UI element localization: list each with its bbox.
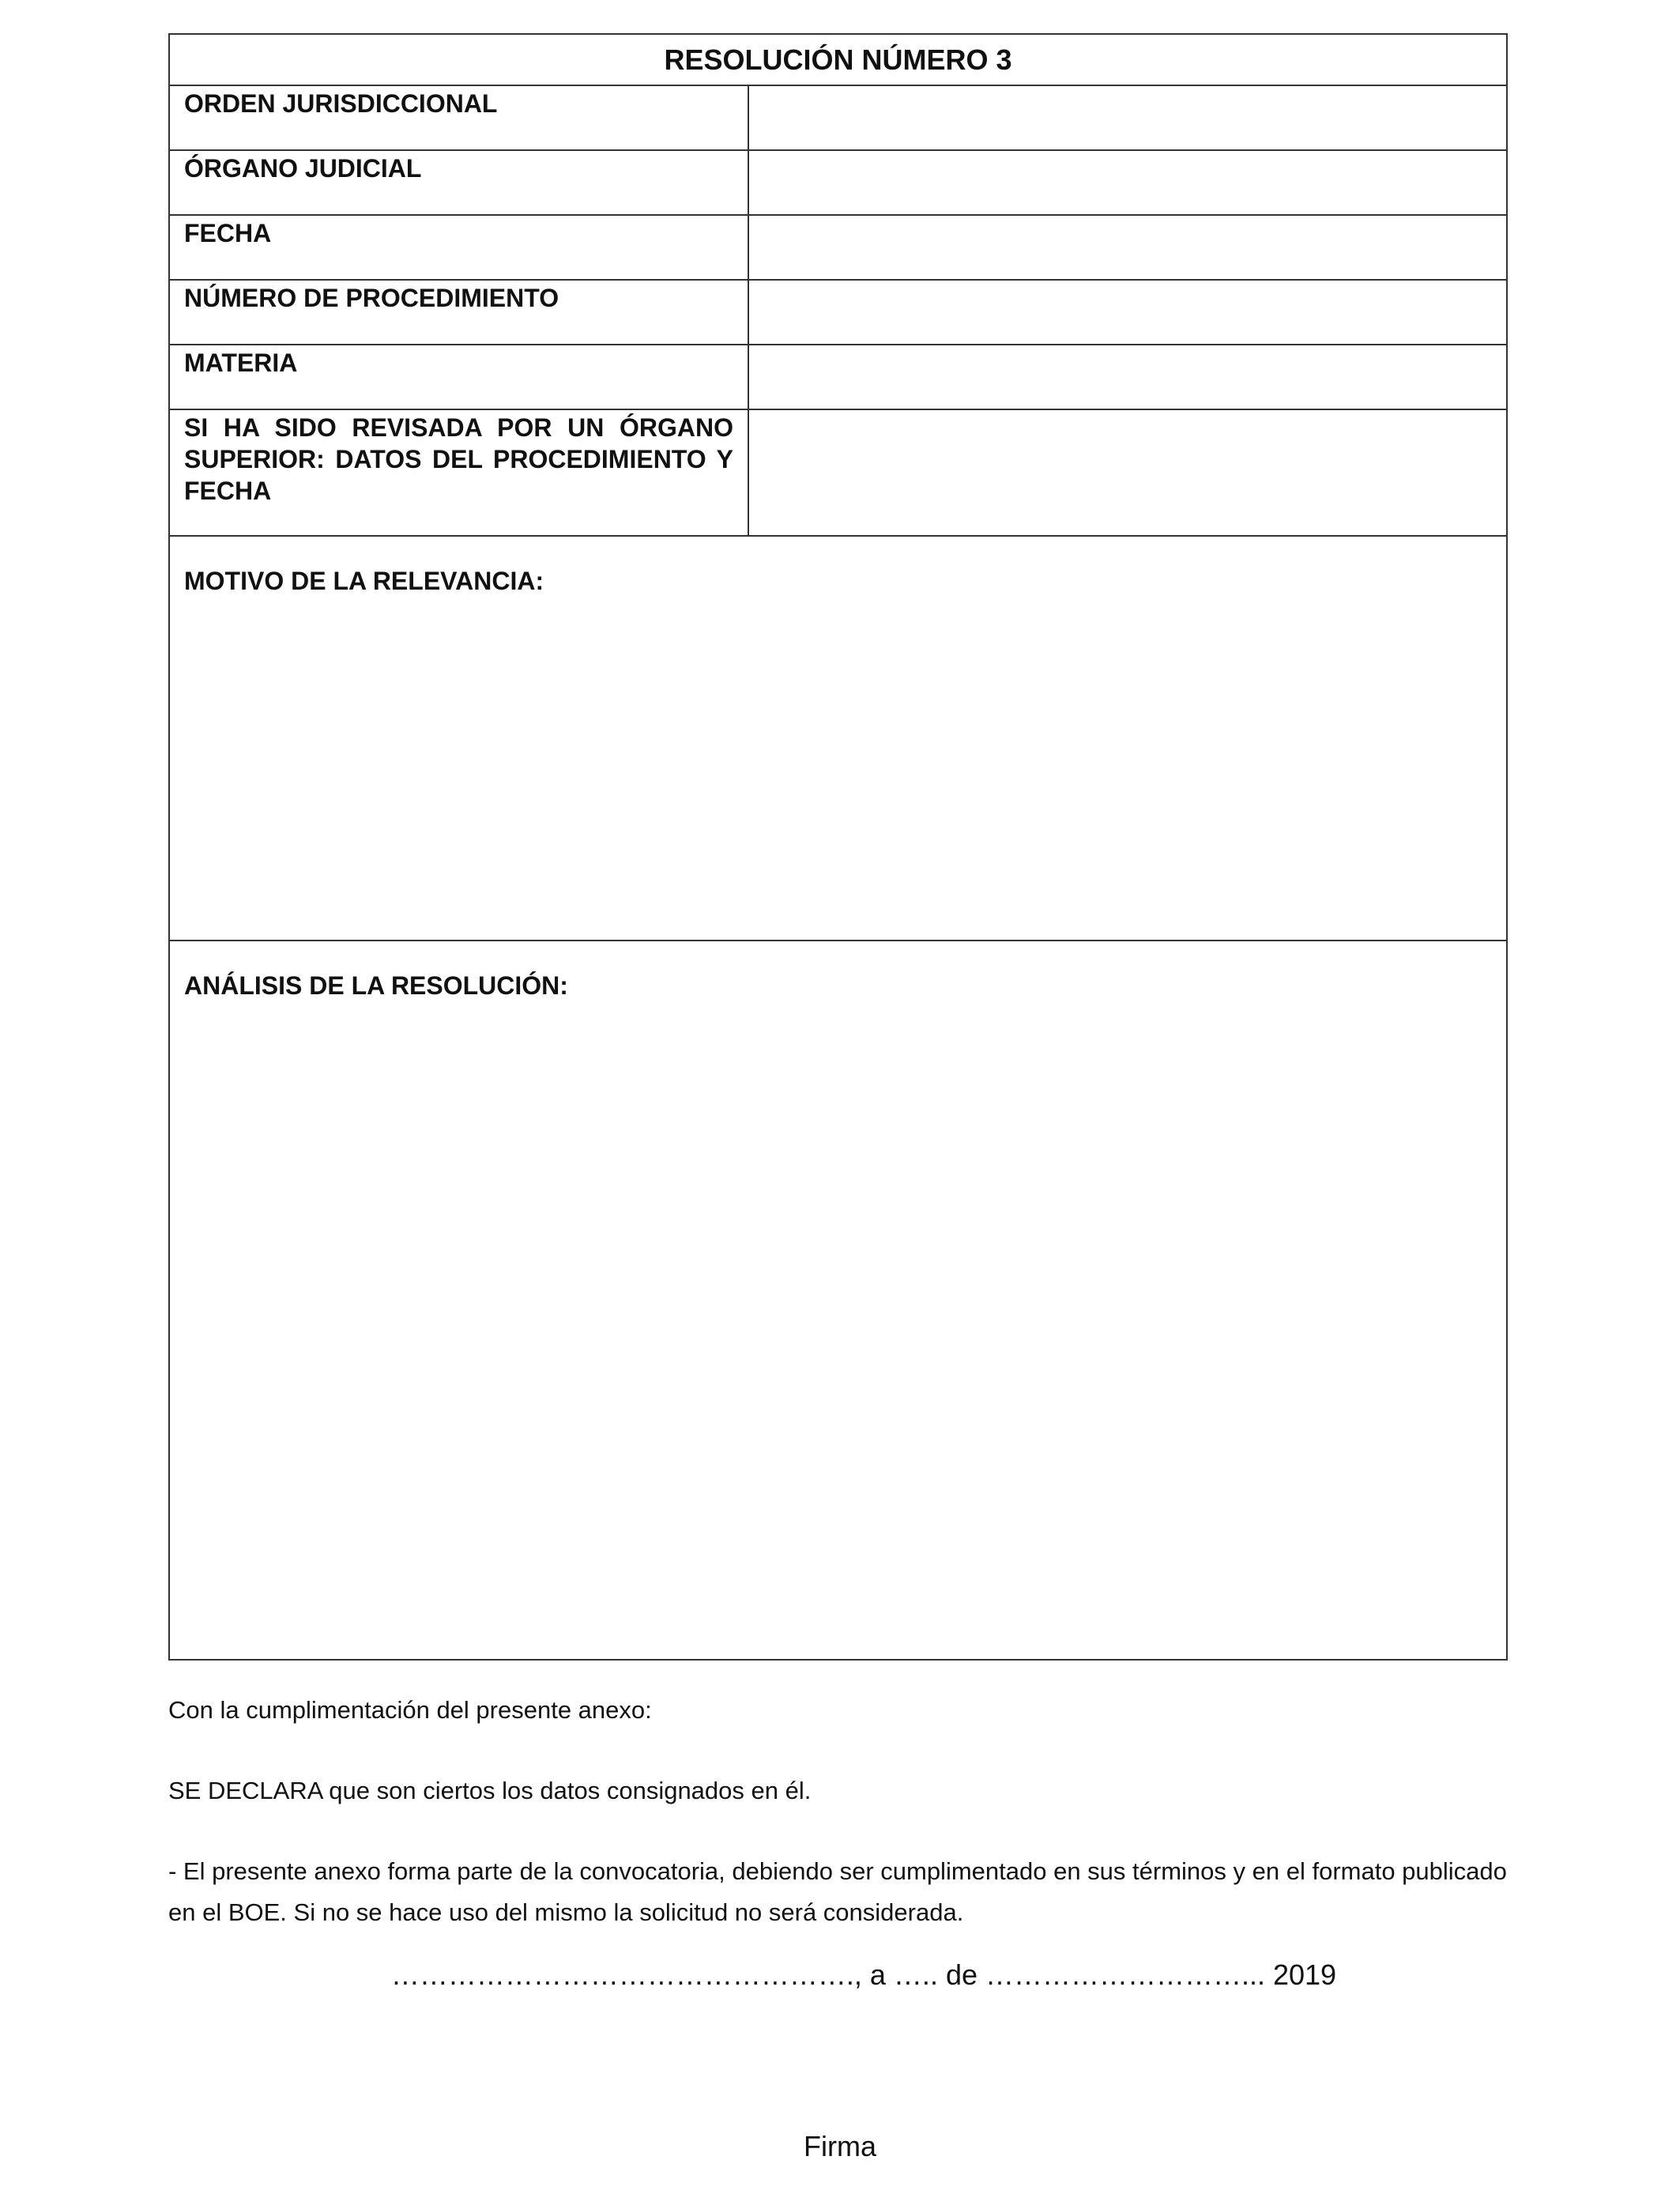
revision-superior-field[interactable] (748, 409, 1507, 536)
form-row-organo-judicial (169, 150, 1507, 215)
orden-jurisdiccional-field[interactable] (748, 85, 1507, 150)
fecha-field[interactable] (748, 215, 1507, 280)
declaration-text: SE DECLARA que son ciertos los datos consignados en él. (168, 1777, 812, 1804)
section-label: MOTIVO DE LA RELEVANCIA: (184, 567, 544, 595)
intro-text: Con la cumplimentación del presente anexo: (168, 1696, 652, 1724)
numero-procedimiento-field[interactable] (748, 280, 1507, 345)
field-label: NÚMERO DE PROCEDIMIENTO (169, 280, 748, 345)
section-label: ANÁLISIS DE LA RESOLUCIÓN: (184, 971, 568, 1000)
form-row-fecha (169, 215, 1507, 280)
place-date-line: …………………………………………., a ….. de ………………………... 2019 (390, 1958, 1337, 1991)
analisis-resolucion-section[interactable] (169, 941, 1507, 1660)
form-row-revision-superior (169, 409, 1507, 536)
field-label: MATERIA (169, 345, 748, 409)
form-title: RESOLUCIÓN NÚMERO 3 (169, 34, 1507, 85)
field-label: FECHA (169, 215, 748, 280)
form-row-materia (169, 345, 1507, 409)
field-label: ÓRGANO JUDICIAL (169, 150, 748, 215)
field-label: SI HA SIDO REVISADA POR UN ÓRGANO SUPERIOR: DATOS DEL PROCEDIMIENTO Y FECHA (169, 409, 748, 536)
field-label: ORDEN JURISDICCIONAL (169, 85, 748, 150)
note-text: - El presente anexo forma parte de la convocatoria, debiendo ser cumplimentado en sus términos y en el formato publicado en el BOE. Si no se hace uso del mismo la solicitud no será considerada. (168, 1857, 1507, 1926)
organo-judicial-field[interactable] (748, 150, 1507, 215)
materia-field[interactable] (748, 345, 1507, 409)
form-row-numero-procedimiento (169, 280, 1507, 345)
resolution-form-table (168, 33, 1508, 1661)
signature-label: Firma (804, 2130, 876, 2162)
form-row-orden-jurisdiccional (169, 85, 1507, 150)
motivo-relevancia-section[interactable] (169, 536, 1507, 941)
